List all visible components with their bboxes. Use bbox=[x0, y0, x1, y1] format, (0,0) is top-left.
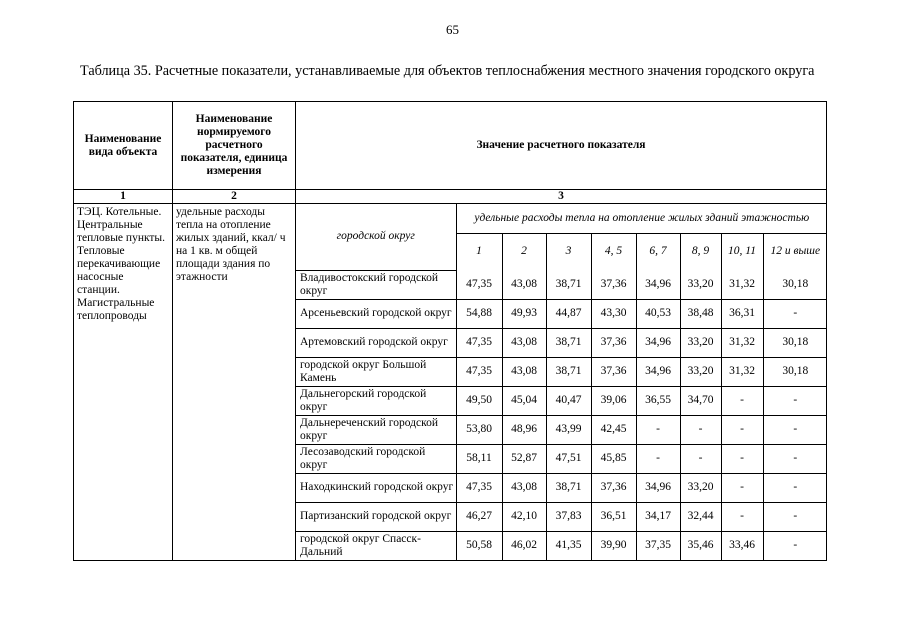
value-cell: 30,18 bbox=[763, 357, 827, 386]
value-cell: 46,02 bbox=[502, 531, 546, 560]
value-cell: - bbox=[680, 444, 721, 473]
value-cell: 32,44 bbox=[680, 502, 721, 531]
value-cell: 48,96 bbox=[502, 415, 546, 444]
value-cell: 38,71 bbox=[546, 357, 591, 386]
value-cell: 38,71 bbox=[546, 328, 591, 357]
column-number-1: 1 bbox=[74, 190, 173, 204]
value-cell: 40,47 bbox=[546, 386, 591, 415]
value-cell: 37,36 bbox=[591, 473, 636, 502]
value-cell: 43,30 bbox=[591, 299, 636, 328]
column-number-3: 3 bbox=[296, 190, 827, 204]
value-cell: 30,18 bbox=[763, 270, 827, 299]
value-cell: - bbox=[763, 502, 827, 531]
value-cell: - bbox=[763, 473, 827, 502]
table-row bbox=[296, 299, 827, 328]
header-indicator-name: Наименование нормируемого расчетного показателя, единица измерения bbox=[173, 102, 296, 190]
value-cell: 34,70 bbox=[680, 386, 721, 415]
district-name: Арсеньевский городской округ bbox=[296, 299, 456, 328]
value-cell: - bbox=[721, 473, 763, 502]
indicator-cell: удельные расходы тепла на отопление жилых зданий, ккал/ ч на 1 кв. м общей площади здания по этажности bbox=[173, 204, 296, 561]
floor-header: 1 bbox=[456, 233, 502, 270]
value-cell: 36,51 bbox=[591, 502, 636, 531]
value-cell: - bbox=[636, 444, 680, 473]
value-cell: 36,31 bbox=[721, 299, 763, 328]
value-cell: 47,35 bbox=[456, 473, 502, 502]
value-cell: 54,88 bbox=[456, 299, 502, 328]
floor-header: 6, 7 bbox=[636, 233, 680, 270]
floor-header: 3 bbox=[546, 233, 591, 270]
district-name: Дальнереченский городской округ bbox=[296, 415, 456, 444]
value-cell: 47,35 bbox=[456, 357, 502, 386]
value-cell: 31,32 bbox=[721, 270, 763, 299]
value-cell: 47,51 bbox=[546, 444, 591, 473]
column-number-2: 2 bbox=[173, 190, 296, 204]
value-cell: 34,96 bbox=[636, 473, 680, 502]
table-row bbox=[296, 270, 827, 299]
value-cell: 42,45 bbox=[591, 415, 636, 444]
object-type-cell: ТЭЦ. Котельные. Центральные тепловые пункты. Тепловые перекачивающие насосные станции. Магистральные теплопроводы bbox=[74, 204, 173, 561]
value-cell: 33,46 bbox=[721, 531, 763, 560]
value-cell: 43,99 bbox=[546, 415, 591, 444]
value-cell: 33,20 bbox=[680, 357, 721, 386]
district-name: Находкинский городской округ bbox=[296, 473, 456, 502]
table-row bbox=[296, 386, 827, 415]
value-cell: 36,55 bbox=[636, 386, 680, 415]
value-cell: 40,53 bbox=[636, 299, 680, 328]
table-row bbox=[296, 328, 827, 357]
value-cell: 34,96 bbox=[636, 357, 680, 386]
value-cell: 46,27 bbox=[456, 502, 502, 531]
district-name: Артемовский городской округ bbox=[296, 328, 456, 357]
value-cell: 31,32 bbox=[721, 357, 763, 386]
table-row bbox=[296, 444, 827, 473]
value-cell: 58,11 bbox=[456, 444, 502, 473]
table-row bbox=[296, 357, 827, 386]
floor-header: 2 bbox=[502, 233, 546, 270]
district-name: Владивостокский городской округ bbox=[296, 270, 456, 299]
value-cell: - bbox=[763, 415, 827, 444]
table-row bbox=[296, 473, 827, 502]
value-cell: - bbox=[721, 386, 763, 415]
value-cell: 44,87 bbox=[546, 299, 591, 328]
value-cell: 53,80 bbox=[456, 415, 502, 444]
district-name: городской округ Спасск-Дальний bbox=[296, 531, 456, 560]
value-cell: 38,71 bbox=[546, 473, 591, 502]
value-cell: 30,18 bbox=[763, 328, 827, 357]
value-cell: 47,35 bbox=[456, 328, 502, 357]
value-cell: 37,36 bbox=[591, 328, 636, 357]
table-row bbox=[296, 415, 827, 444]
value-cell: 33,20 bbox=[680, 473, 721, 502]
value-cell: - bbox=[721, 502, 763, 531]
value-cell: 37,35 bbox=[636, 531, 680, 560]
value-cell: - bbox=[721, 415, 763, 444]
value-cell: 34,17 bbox=[636, 502, 680, 531]
value-cell: 43,08 bbox=[502, 357, 546, 386]
value-cell: - bbox=[763, 531, 827, 560]
value-cell: 37,36 bbox=[591, 270, 636, 299]
district-name: Дальнегорский городской округ bbox=[296, 386, 456, 415]
table-row bbox=[296, 502, 827, 531]
sub-header-district: городской округ bbox=[296, 204, 456, 270]
value-cell: 33,20 bbox=[680, 270, 721, 299]
value-cell: - bbox=[636, 415, 680, 444]
value-cell: 43,08 bbox=[502, 328, 546, 357]
floor-header: 4, 5 bbox=[591, 233, 636, 270]
value-cell: 50,58 bbox=[456, 531, 502, 560]
value-cell: 38,48 bbox=[680, 299, 721, 328]
value-cell: 39,06 bbox=[591, 386, 636, 415]
district-name: Лесозаводский городской округ bbox=[296, 444, 456, 473]
value-cell: 45,85 bbox=[591, 444, 636, 473]
values-cell bbox=[296, 204, 827, 561]
value-cell: 52,87 bbox=[502, 444, 546, 473]
value-cell: 35,46 bbox=[680, 531, 721, 560]
value-cell: 39,90 bbox=[591, 531, 636, 560]
table-row bbox=[296, 531, 827, 560]
value-cell: 42,10 bbox=[502, 502, 546, 531]
calculation-indicators-table bbox=[73, 101, 827, 561]
value-cell: 33,20 bbox=[680, 328, 721, 357]
values-subtable bbox=[296, 204, 827, 560]
value-cell: - bbox=[763, 444, 827, 473]
value-cell: 43,08 bbox=[502, 270, 546, 299]
value-cell: 43,08 bbox=[502, 473, 546, 502]
page-number: 65 bbox=[446, 22, 459, 37]
table-caption: Таблица 35. Расчетные показатели, устанавливаемые для объектов теплоснабжения местного значения городского округа bbox=[80, 63, 815, 79]
district-name: городской округ Большой Камень bbox=[296, 357, 456, 386]
value-cell: 45,04 bbox=[502, 386, 546, 415]
value-cell: 38,71 bbox=[546, 270, 591, 299]
value-cell: 34,96 bbox=[636, 328, 680, 357]
value-cell: - bbox=[763, 299, 827, 328]
floor-header: 10, 11 bbox=[721, 233, 763, 270]
value-cell: 31,32 bbox=[721, 328, 763, 357]
district-name: Партизанский городской округ bbox=[296, 502, 456, 531]
value-cell: 37,36 bbox=[591, 357, 636, 386]
header-object-type: Наименование вида объекта bbox=[74, 102, 173, 190]
floor-header: 12 и выше bbox=[763, 233, 827, 270]
data-rows bbox=[296, 270, 827, 560]
value-cell: 49,93 bbox=[502, 299, 546, 328]
value-cell: 47,35 bbox=[456, 270, 502, 299]
sub-header-floor-group: удельные расходы тепла на отопление жилых зданий этажностью bbox=[456, 204, 827, 233]
header-indicator-value: Значение расчетного показателя bbox=[296, 102, 827, 190]
value-cell: 34,96 bbox=[636, 270, 680, 299]
value-cell: 49,50 bbox=[456, 386, 502, 415]
value-cell: - bbox=[763, 386, 827, 415]
value-cell: - bbox=[721, 444, 763, 473]
value-cell: 37,83 bbox=[546, 502, 591, 531]
value-cell: 41,35 bbox=[546, 531, 591, 560]
value-cell: - bbox=[680, 415, 721, 444]
floor-header: 8, 9 bbox=[680, 233, 721, 270]
